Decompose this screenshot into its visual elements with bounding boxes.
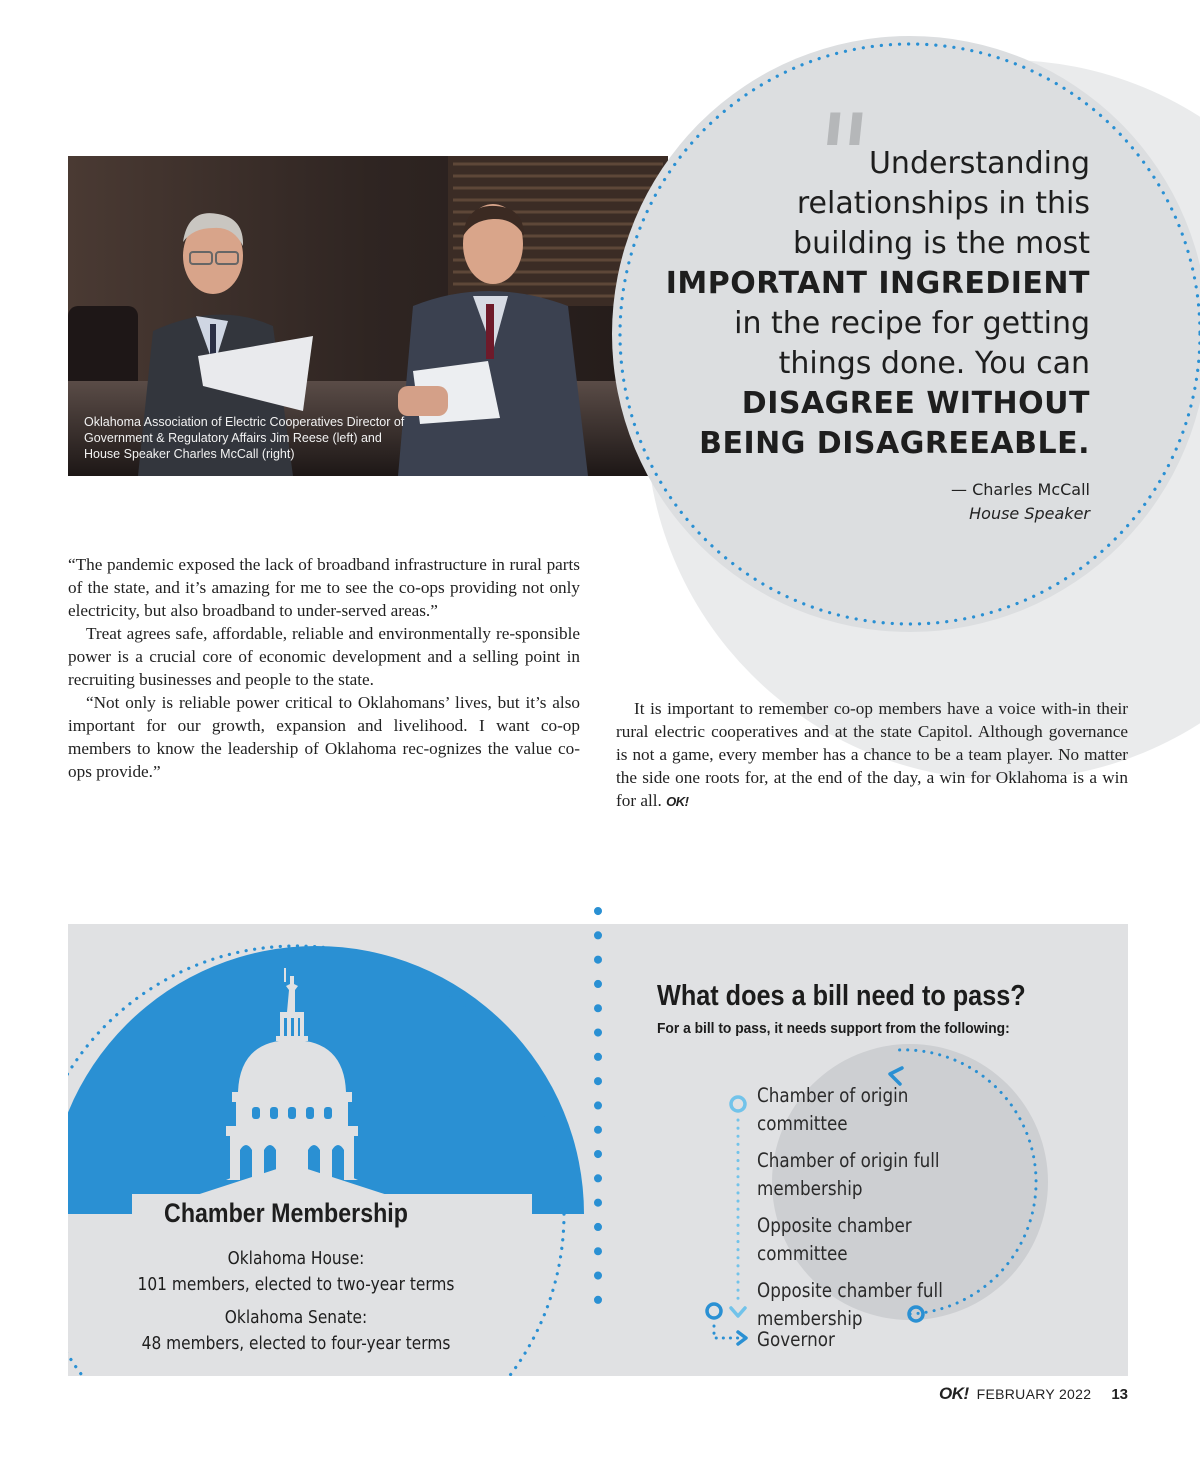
body-paragraph: “The pandemic exposed the lack of broadband infrastructure in rural parts of the state, and it’s amazing for me to see the co-ops providing not only electricity, but also broadband to under-served areas.” (68, 555, 580, 620)
bill-step-governor: Governor (757, 1328, 835, 1351)
body-paragraph: Treat agrees safe, affordable, reliable and environmentally re-sponsible power is a crucial core of economic development and a selling point in recruiting businesses and people to the state. (68, 624, 580, 689)
quote-line: things done. You can (778, 346, 1090, 381)
quote-line: in the recipe for getting (734, 306, 1090, 341)
bill-title: What does a bill need to pass? (657, 980, 1026, 1012)
quote-line: Understanding (868, 146, 1090, 181)
meeting-photo (68, 156, 668, 476)
arrow-down-icon (731, 1308, 745, 1316)
photo-caption (84, 414, 504, 462)
bill-step: Opposite chamber committee (757, 1214, 912, 1265)
body-paragraph: “Not only is reliable power critical to Oklahomans’ lives, but it’s also important for our growth, expansion and livelihood. I want co-op members to know the leadership of Oklahoma rec-ognizes the value co-ops provide.” (68, 693, 580, 781)
flow-start-circle-icon (731, 1097, 745, 1111)
body-paragraph (616, 697, 1128, 813)
quote-line-bold: IMPORTANT INGREDIENT (665, 266, 1090, 301)
pull-quote (620, 144, 1090, 464)
body-column-left (68, 553, 580, 783)
quote-line: building is the most (793, 226, 1090, 261)
quotation-mark-icon: " (806, 90, 863, 229)
arrow-right-icon (738, 1332, 746, 1344)
bill-step: Chamber of origin committee (757, 1084, 909, 1135)
house-detail: 101 members, elected to two-year terms (137, 1275, 455, 1295)
magazine-logo: OK! (938, 1384, 969, 1403)
quote-line-bold: DISAGREE WITHOUT (741, 386, 1090, 421)
caption-line: Government & Regulatory Affairs Jim Reese (left) and (84, 431, 382, 445)
bill-step: Opposite chamber full membership (757, 1279, 943, 1330)
page-number: 13 (1111, 1386, 1128, 1403)
chamber-membership-title: Chamber Membership (164, 1198, 408, 1228)
attribution-role: House Speaker (969, 504, 1090, 523)
bill-step: Chamber of origin full membership (757, 1149, 940, 1200)
house-label: Oklahoma House: (227, 1249, 365, 1269)
caption-line: Oklahoma Association of Electric Cooperatives Director of (84, 415, 405, 429)
quote-attribution (951, 478, 1090, 526)
body-column-right (616, 697, 1128, 813)
attribution-name: — Charles McCall (951, 480, 1090, 499)
senate-detail: 48 members, elected to four-year terms (141, 1334, 451, 1354)
quote-line: relationships in this (796, 186, 1090, 221)
closing-paragraph-text: It is important to remember co-op members have a voice with-in their rural electric cooperatives and at the state Capitol. Although governance is not a game, every member has a chance to be a team player. No matter the side one roots for, at the end of the day, a win for Oklahoma is a win for all. (616, 699, 1128, 810)
caption-line: House Speaker Charles McCall (right) (84, 447, 295, 461)
bill-subtitle: For a bill to pass, it needs support from the following: (657, 1020, 1010, 1037)
divider-dotted-line (592, 903, 604, 1323)
senate-label: Oklahoma Senate: (224, 1308, 368, 1328)
page-footer (939, 1384, 1128, 1404)
quote-line-bold: BEING DISAGREEABLE. (699, 426, 1090, 461)
governor-connector (714, 1326, 738, 1338)
issue-date: FEBRUARY 2022 (976, 1386, 1092, 1402)
end-mark-logo: OK! (666, 794, 689, 809)
governor-circle-icon (707, 1304, 721, 1318)
